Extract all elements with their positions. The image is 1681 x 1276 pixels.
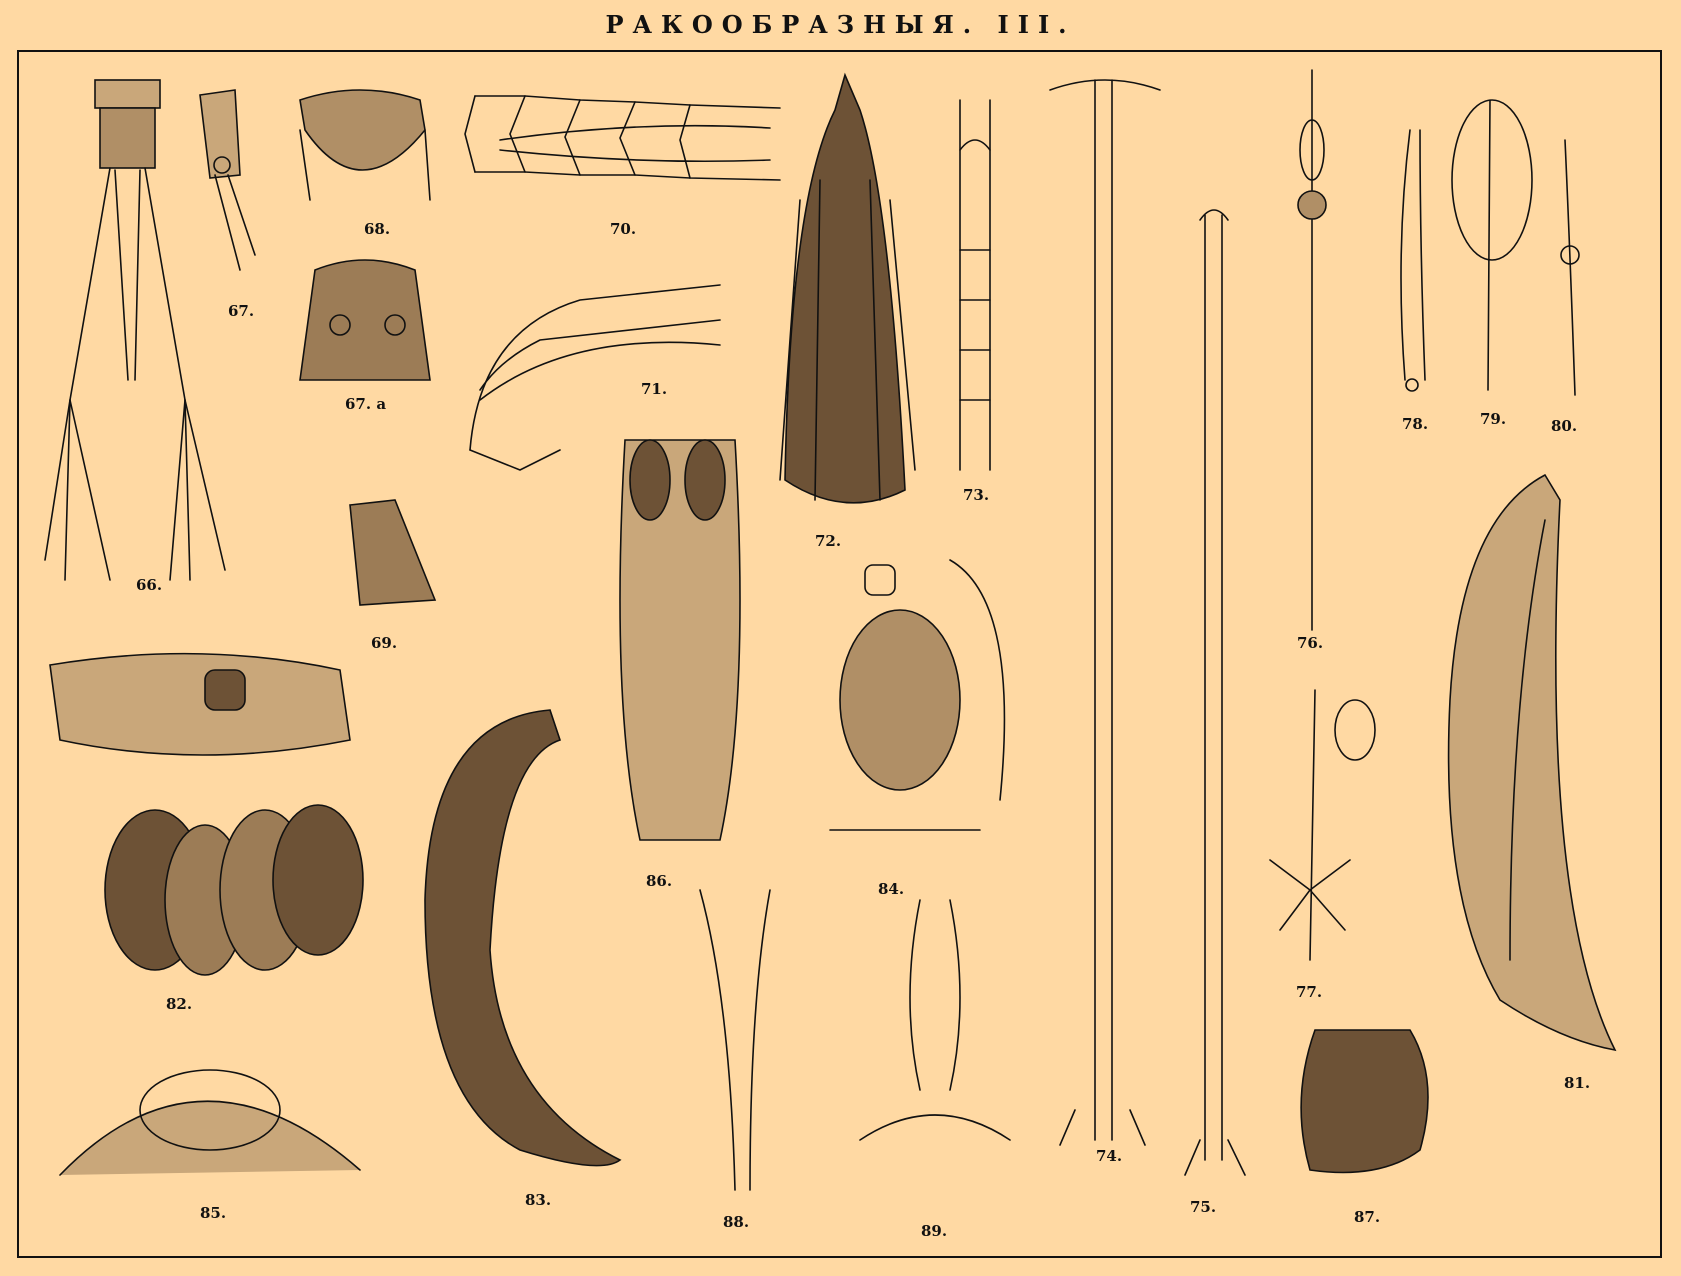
figure-78-label: 78. bbox=[1402, 415, 1429, 433]
figure-72-drawing bbox=[780, 75, 915, 503]
figure-80-label: 80. bbox=[1551, 417, 1578, 435]
figure-66-drawing bbox=[45, 80, 225, 580]
figure-87-drawing bbox=[1301, 1030, 1428, 1173]
figure-77-drawing bbox=[1270, 690, 1375, 960]
figure-78-drawing bbox=[1401, 130, 1425, 391]
figure-88-label: 88. bbox=[723, 1213, 750, 1231]
figure-86-label: 86. bbox=[646, 872, 673, 890]
figure-76-drawing bbox=[1298, 70, 1326, 630]
figure-73-label: 73. bbox=[963, 486, 990, 504]
figure-87-label: 87. bbox=[1354, 1208, 1381, 1226]
figure-82-label: 82. bbox=[166, 995, 193, 1013]
figure-79-label: 79. bbox=[1480, 410, 1507, 428]
figure-67-drawing bbox=[200, 90, 255, 270]
figure-73-drawing bbox=[960, 100, 990, 470]
figure-68-label: 68. bbox=[364, 220, 391, 238]
figure-85-label: 85. bbox=[200, 1204, 227, 1222]
figure-74-drawing bbox=[1050, 80, 1160, 1145]
figure-74-label: 74. bbox=[1096, 1147, 1123, 1165]
figure-86-drawing bbox=[620, 440, 740, 840]
figure-79-drawing bbox=[1452, 100, 1532, 390]
figure-71-label: 71. bbox=[641, 380, 668, 398]
figure-66-label: 66. bbox=[136, 576, 163, 594]
figure-75-label: 75. bbox=[1190, 1198, 1217, 1216]
figure-80-drawing bbox=[1561, 140, 1579, 395]
figure-89-drawing bbox=[860, 900, 1010, 1140]
figure-85-drawing bbox=[60, 1070, 360, 1175]
figure-67a-label: 67. a bbox=[345, 395, 387, 413]
figure-82-drawing bbox=[50, 654, 363, 975]
figure-88-drawing bbox=[700, 890, 770, 1190]
figure-83-label: 83. bbox=[525, 1191, 552, 1209]
figure-77-label: 77. bbox=[1296, 983, 1323, 1001]
figure-67-label: 67. bbox=[228, 302, 255, 320]
figure-81-label: 81. bbox=[1564, 1074, 1591, 1092]
figure-76-label: 76. bbox=[1297, 634, 1324, 652]
figure-83-drawing bbox=[425, 710, 620, 1166]
figure-89-label: 89. bbox=[921, 1222, 948, 1240]
figure-84-label: 84. bbox=[878, 880, 905, 898]
plate-title: РАКООБРАЗНЫЯ. III. bbox=[605, 10, 1076, 39]
figure-68-drawing bbox=[300, 90, 430, 200]
figure-84-drawing bbox=[830, 560, 1004, 830]
figure-81-drawing bbox=[1449, 475, 1615, 1050]
figure-67a-drawing bbox=[300, 260, 430, 380]
figure-70-label: 70. bbox=[610, 220, 637, 238]
figure-75-drawing bbox=[1185, 210, 1245, 1175]
figure-69-drawing bbox=[350, 500, 435, 605]
figure-69-label: 69. bbox=[371, 634, 398, 652]
figure-72-label: 72. bbox=[815, 532, 842, 550]
figure-70-drawing bbox=[465, 96, 780, 180]
